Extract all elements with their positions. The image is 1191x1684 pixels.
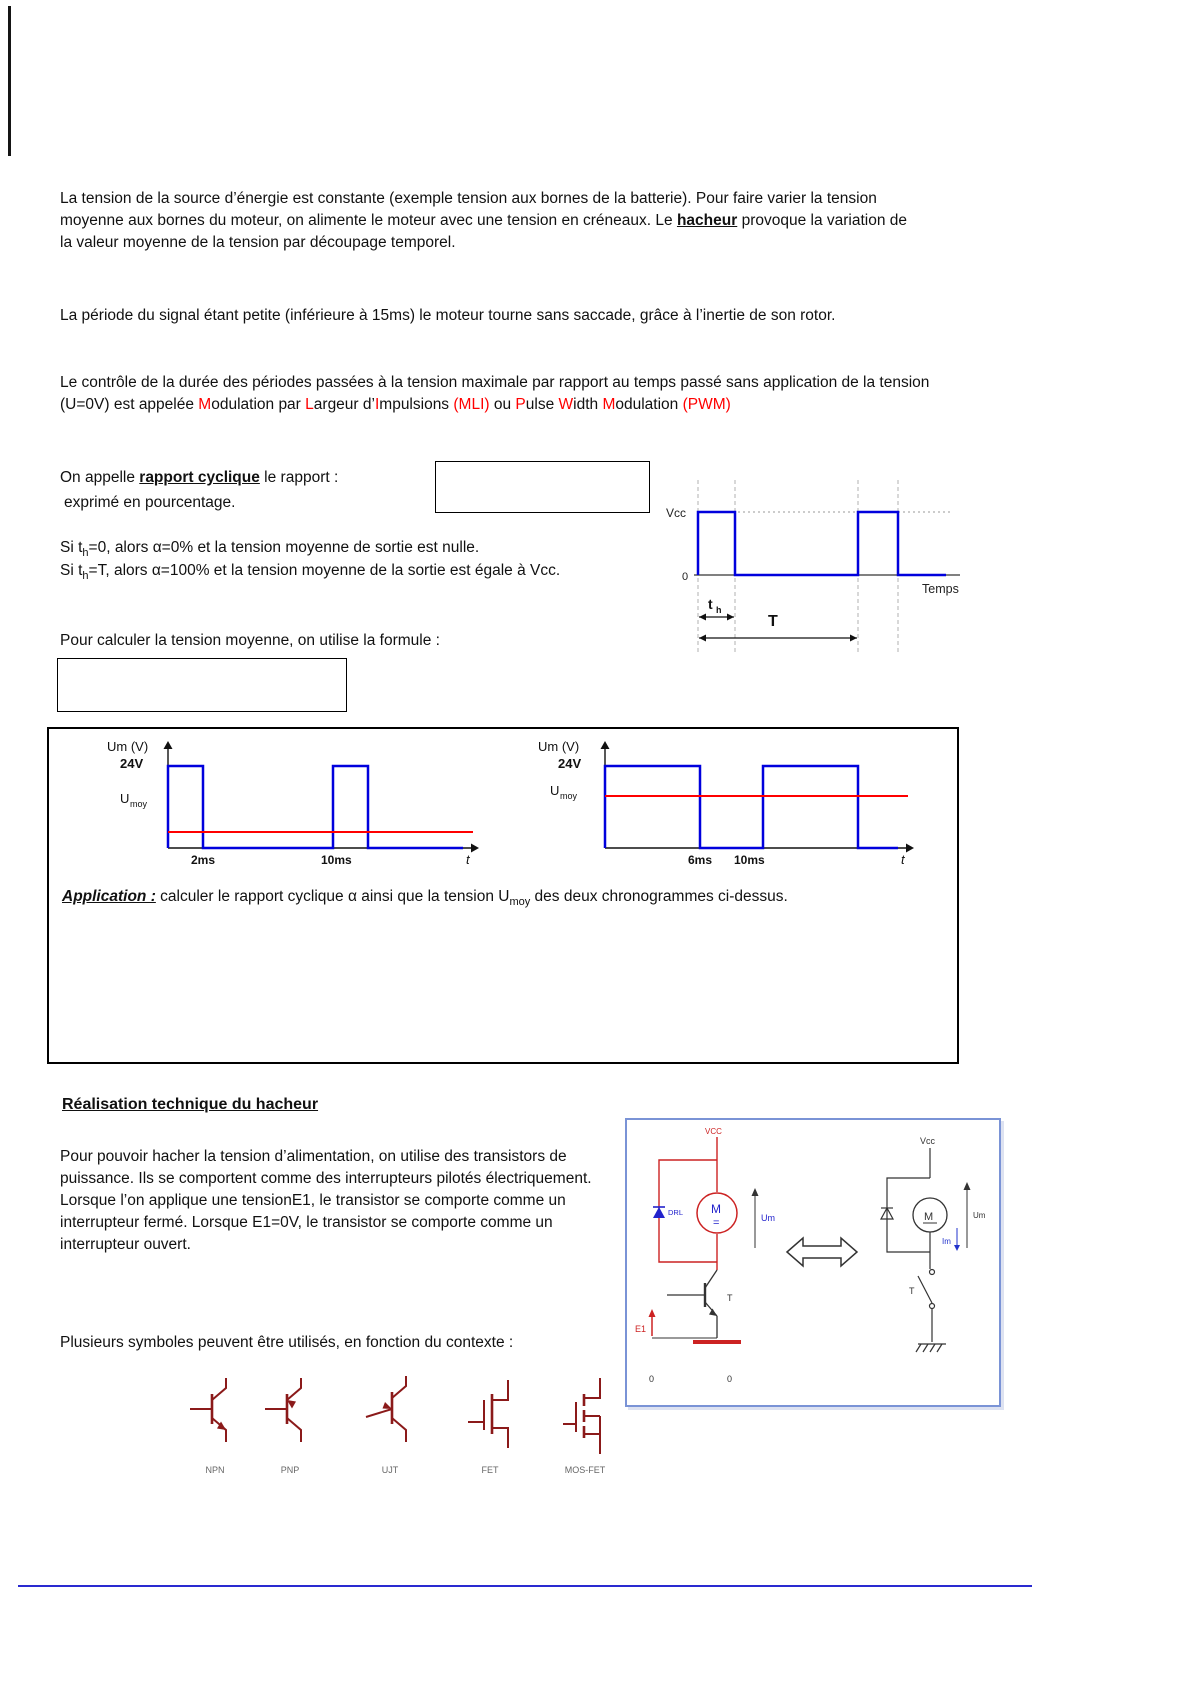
drl-label: DRL (668, 1208, 684, 1217)
mosfet-label: MOS-FET (564, 1465, 606, 1475)
xlabel-t: t (901, 852, 905, 867)
vcc-label: Vcc (666, 506, 687, 520)
npn-label: NPN (205, 1465, 225, 1475)
period-T-label: T (768, 613, 778, 630)
um-right-arrow (964, 1182, 971, 1248)
umoy-label: U (120, 791, 130, 806)
th-subscript: h (716, 605, 722, 615)
square-wave (168, 766, 463, 848)
npn-symbol-icon (190, 1378, 226, 1442)
um-left-arrow (752, 1188, 759, 1248)
um-right-label: Um (973, 1211, 986, 1220)
footer-rule (18, 1585, 1032, 1587)
motor-left-label: M (711, 1202, 721, 1216)
pnp-symbol-icon (265, 1378, 301, 1442)
motor-right-label: M (924, 1211, 934, 1223)
im-arrow (954, 1228, 960, 1251)
switch-t-label: T (909, 1286, 915, 1296)
transistor-symbols-row (168, 1372, 638, 1482)
pwm-principle-chronogram (658, 470, 998, 670)
ymax-label: 24V (558, 756, 582, 771)
tick-2ms: 2ms (191, 853, 216, 867)
pnp-label: PNP (280, 1465, 300, 1475)
paragraph-symboles: Plusieurs symboles peuvent être utilisés, en fonction du contexte : (60, 1334, 514, 1351)
e1-label: E1 (635, 1324, 647, 1334)
formula-answer-box-rapport-cyclique (435, 461, 650, 513)
chronogram-right (530, 733, 925, 878)
paragraph-rapport-cyclique: On appelle rapport cyclique le rapport : (60, 469, 339, 486)
xlabel-t: t (466, 852, 470, 867)
section-heading-realisation: Réalisation technique du hacheur (62, 1096, 319, 1113)
switch-icon (918, 1270, 935, 1309)
um-left-label: Um (761, 1213, 775, 1223)
scan-artifact-line (8, 6, 11, 156)
paragraph-transistors: Pour pouvoir hacher la tension d’alimentation, on utilise des transistors de puissance. Ils se comportent comme des interrupteurs pilotés électriquement. Lorsque l’on applique une tensionE1, le transistor se comporte comme un interrupteur fermé. Lorsque E1=0V, le transistor se comporte comme un interrupteur ouvert. (60, 1148, 592, 1253)
left-circuit-wires (659, 1137, 720, 1270)
ujt-symbol-icon (366, 1376, 406, 1442)
mosfet-symbol-icon (563, 1378, 600, 1454)
paragraph-intro-hacheur: La tension de la source d’énergie est constante (exemple tension aux bornes de la batterie). Pour faire varier la tension moyenne aux bornes du moteur, on alimente le moteur avec une tension en créneaux. Le hacheur provoque la variation de la valeur moyenne de la tension par découpage temporel. (60, 190, 908, 251)
umoy-label: U (550, 783, 560, 798)
ylabel: Um (V) (107, 739, 149, 754)
e1-arrow (649, 1309, 656, 1336)
umoy-subscript: moy (560, 791, 578, 801)
axes (164, 741, 480, 853)
zero-left-label: 0 (649, 1374, 655, 1384)
paragraph-mli-pwm: Le contrôle de la durée des périodes passées à la tension maximale par rapport au temps passé sans application de la tension (U=0V) est appelée Modulation par Largeur d’Impulsions (MLI) ou Pulse Width Modulation (PWM) (60, 374, 930, 413)
temps-label: Temps (922, 582, 959, 596)
square-wave (605, 766, 898, 848)
th-label: t (708, 596, 713, 612)
formula-answer-box-tension-moyenne (57, 658, 347, 712)
dashed-gridlines (698, 480, 898, 655)
zero-right-label: 0 (727, 1374, 733, 1384)
vcc-left-label: VCC (705, 1127, 722, 1136)
drl-diode-icon (653, 1207, 665, 1218)
right-circuit-wires (887, 1148, 932, 1342)
zero-label: 0 (682, 571, 689, 583)
paragraph-alpha-100: Si $t_h=T$, alors α=100% et la tension moyenne de la sortie est égale à Vcc. (60, 562, 561, 583)
transistor-left-label: T (727, 1293, 733, 1303)
tick-6ms: 6ms (688, 853, 713, 867)
paragraph-formule: Pour calculer la tension moyenne, on utilise la formule : (60, 632, 440, 649)
equivalence-double-arrow-icon (787, 1238, 857, 1266)
hacheur-circuit-frame (625, 1118, 1001, 1407)
fet-symbol-icon (468, 1380, 508, 1448)
vcc-right-label: Vcc (920, 1136, 936, 1146)
pwm-square-wave (698, 512, 946, 575)
ujt-label: UJT (381, 1465, 399, 1475)
umoy-subscript: moy (130, 799, 148, 809)
application-exercise: Application : calculer le rapport cyclique α ainsi que la tension $U_{moy}$ des deux chronogrammes ci-dessus. (62, 888, 788, 909)
fet-label: FET (481, 1465, 499, 1475)
paragraph-exprime-pourcentage: exprimé en pourcentage. (64, 494, 236, 511)
tick-10ms: 10ms (321, 853, 352, 867)
hacheur-circuit-diagram (627, 1120, 999, 1405)
ymax-label: 24V (120, 756, 144, 771)
paragraph-alpha-0: Si $t_h=0$, alors α=0% et la tension moyenne de sortie est nulle. (60, 539, 480, 560)
im-label: Im (942, 1237, 951, 1246)
ground-icon (916, 1344, 946, 1352)
paragraph-periode: La période du signal étant petite (inférieure à 15ms) le moteur tourne sans saccade, grâce à l’inertie de son rotor. (60, 307, 836, 324)
transistor-icon (667, 1270, 717, 1338)
chronogram-left (95, 733, 490, 878)
period-T-arrow (699, 635, 857, 642)
tick-10ms: 10ms (734, 853, 765, 867)
motor-left-dc-symbol: = (713, 1217, 720, 1229)
ylabel: Um (V) (538, 739, 580, 754)
